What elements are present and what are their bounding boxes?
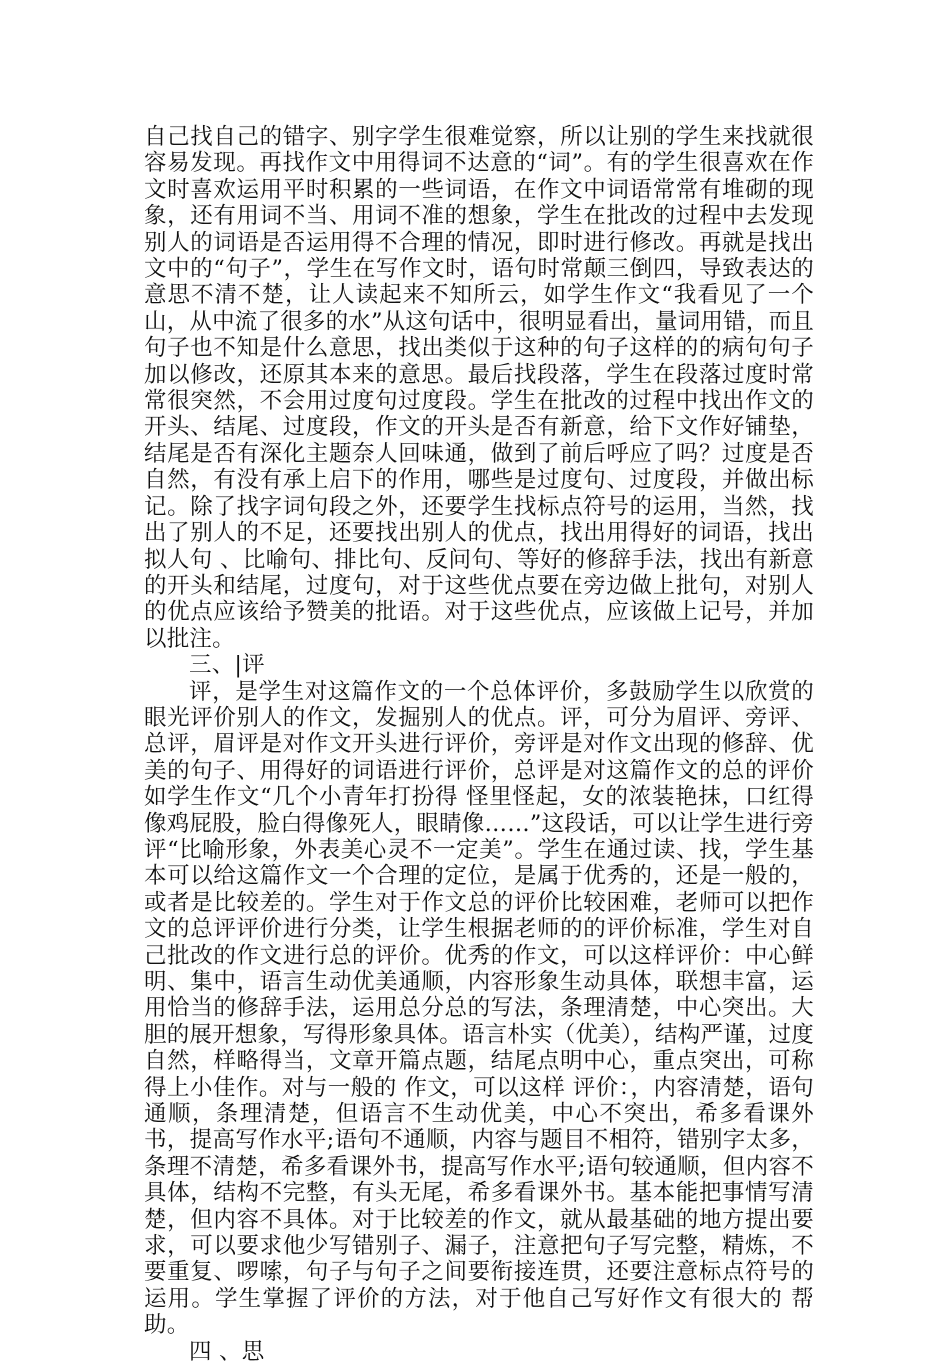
paragraph-find-errors: 自己找自己的错字、别字学生很难觉察，所以让别的学生来找就很容易发现。再找作文中用得词不达意的“词”。有的学生很喜欢在作文时喜欢运用平时积累的一些词语，在作文中词语常常有堆砌的现象，还有用词不当、用词不准的想象，学生在批改的过程中去发现别人的词语是否运用得不合理的情况，即时进行修改。再就是找出文中的“句子”，学生在写作文时，语句时常颠三倒四，导致表达的意思不清不楚，让人读起来不知所云，如学生作文“我看见了一个山，从中流了很多的水”从这句话中，很明显看出，量词用错，而且句子也不知是什么意思，找出类似于这种的句子这样的的病句句子加以修改，还原其本来的意思。最后找段落，学生在段落过度时常常很突然，不会用过度句过度段。学生在批改的过程中找出作文的开头、结尾、过度段，作文的开头是否有新意，给下文作好铺垫，结尾是否有深化主题奈人回味通，做到了前后呼应了吗？过度是否自然，有没有承上启下的作用，哪些是过度句、过度段，并做出标记。除了找字词句段之外，还要学生找标点符号的运用，当然，找出了别人的不足，还要找出别人的优点，找出用得好的词语，找出拟人句 、比喻句、排比句、反问句、等好的修辞手法，找出有新意的开头和结尾，过度句，对于这些优点要在旁边做上批句，对别人的优点应该给予赞美的批语。对于这些优点，应该做上记号，并加以批注。: [144, 124, 815, 652]
document-body: [144, 124, 814, 1365]
paragraph-evaluate: 评，是学生对这篇作文的一个总体评价，多鼓励学生以欣赏的眼光评价别人的作文，发掘别人的优点。评，可分为眉评、旁评、总评，眉评是对作文开头进行评价，旁评是对作文出现的修辞、优美的句子、用得好的词语进行评价，总评是对这篇作文的总的评价如学生作文“几个小青年打扮得 怪里怪起，女的浓装艳抹，口红得像鸡屁股，脸白得像死人，眼睛像……”这段话，可以让学生进行旁评“比喻形象，外表美心灵不一定美”。学生在通过读、找，学生基本可以给这篇作文一个合理的定位，是属于优秀的，还是一般的，或者是比较差的。学生对于作文总的评价比较困难，老师可以把作文的总评评价进行分类，让学生根据老师的的评价标准，学生对自己批改的作文进行总的评价。优秀的作文，可以这样评价：中心鲜明、集中，语言生动优美通顺，内容形象生动具体，联想丰富，运用恰当的修辞手法，运用总分总的写法，条理清楚，中心突出。大胆的展开想象，写得形象具体。语言朴实（优美），结构严谨，过度自然，样略得当，文章开篇点题，结尾点明中心，重点突出，可称得上小佳作。对与一般的 作文，可以这样 评价：，内容清楚，语句通顺，条理清楚，但语言不生动优美，中心不突出，希多看课外书，提高写作水平;语句不通顺，内容与题目不相符，错别字太多，条理不清楚，希多看课外书，提高写作水平;语句较通顺，但内容不具体，结构不完整，有头无尾，希多看课外书。基本能把事情写清楚，但内容不具体。对于比较差的作文，就从最基础的地方提出要求，可以要求他少写错别子、漏子，注意把句子写完整，精炼，不要重复、啰嗦，句子与句子之间要衔接连贯，还要注意标点符号的运用。学生掌握了评价的方法，对于他自己写好作文有很大的 帮助。: [144, 678, 815, 1339]
section-heading-evaluate: 三、|评: [189, 652, 265, 679]
section-heading-reflect: 四 、思: [189, 1338, 265, 1365]
